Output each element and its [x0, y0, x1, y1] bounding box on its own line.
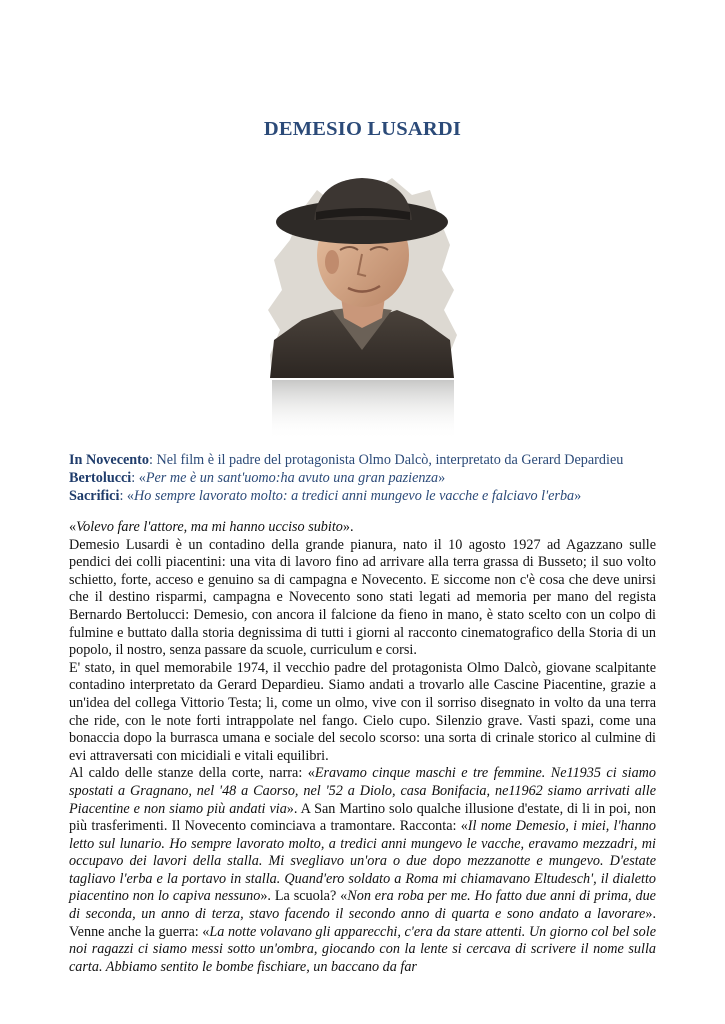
- portrait-photo: [262, 150, 462, 440]
- info-row-bertolucci: [69, 469, 669, 487]
- info-text: Ho sempre lavorato molto: a tredici anni mungevo le vacche e falciavo l'erba: [134, 488, 575, 504]
- info-row-novecento: [69, 451, 669, 469]
- info-end: »: [574, 488, 582, 504]
- info-label: Sacrifici: [69, 488, 120, 504]
- info-label: Bertolucci: [69, 470, 132, 486]
- info-block: [69, 451, 669, 505]
- text-run: ». A San Martino solo qualche illusione d'estate, di li in poi, non più trasferimenti. Il Novecento cominciava a tramontare. Racconta: «: [69, 800, 656, 835]
- info-separator: :: [149, 452, 157, 468]
- text-run: La notte volavano gli apparecchi, c'era da stare attenti. Un giorno col bel sole noi ragazzi ci siamo messi sotto un'ombra, giocando con la lente si cercava di scrivere il nome sulla carta. Abbiamo sentito le bombe fischiare, un baccano da far: [69, 923, 656, 975]
- info-row-sacrifici: [69, 487, 669, 505]
- text-run: Al caldo delle stanze della corte, narra: «: [69, 765, 315, 782]
- info-separator: : «: [131, 470, 146, 486]
- paragraph-3: [69, 765, 656, 976]
- info-text: Per me è un sant'uomo:ha avuto una gran pazienza: [145, 470, 439, 486]
- opening-quote: «Volevo fare l'attore, ma mi hanno ucciso subito».: [69, 519, 354, 535]
- text-run: Non era roba per me. Ho fatto due anni di prima, due di seconda, un anno di terza, stavo facendo il secondo anno di quarta e sono andato a lavorare: [69, 888, 656, 923]
- info-end: »: [438, 470, 446, 486]
- paragraph-2: E' stato, in quel memorabile 1974, il vecchio padre del protagonista Olmo Dalcò, giovane scalpitante contadino interpretato da Gerard Depardieu. Siamo andati a trovarlo alle Cascine Piacentine, grazie a un'idea del collega Vittorio Testa; li, come un olmo, vive con il sorriso disegnato in volto da una terra che ride, con le note forti intrappolate nel fango. Cielo cupo. Silenzio grave. Vasti spazi, come una bonaccia dopo la burrasca umana e sociale del secolo scorso: una sorta di crinale storico al culmine di evi attraversati con micidiali e vitali equilibri.: [69, 659, 656, 764]
- info-label: In Novecento: [69, 452, 149, 468]
- paragraph-1: Demesio Lusardi è un contadino della grande pianura, nato il 10 agosto 1927 ad Agazzano sulle pendici dei colli piacentini: una vita di lavoro fino ad arrivare alla terra grassa di Busseto; il suo volto schietto, forte, acceso e genuino sa di campagna e Novecento. E siccome non c'è cosa che deve unirsi che il destino risparmi, campagna e Novecento sono stati legati ad memoria per mano del regista Bernardo Bertolucci: Demesio, con ancora il falcione da fieno in mano, è stato scelto con un colpo di fulmine e buttato dalla storia degnissima di tutti i giorni al racconto cinematografico della Storia di un popolo, il nostro, senza passare da scuole, curriculum e corsi.: [69, 536, 656, 659]
- text-run: Il nome Demesio, i miei, l'hanno letto sul lunario. Ho sempre lavorato molto, a tredici anni mungevo le vacche, eravamo mezzadri, mi occupavo dei lavori della stalla. Mi svegliavo un'ora o due dopo mezzanotte e mungevo. D'estate tagliavo l'erba e la portavo in stalla. Quand'ero soldato a Roma mi chiamavano Eltudesch', il dialetto piacentino non lo capiva nessuno: [69, 818, 656, 905]
- text-run: ». La scuola? «: [260, 888, 348, 905]
- page-title: DEMESIO LUSARDI: [263, 118, 462, 140]
- article-body: [69, 519, 656, 976]
- text-run: Eravamo cinque maschi e tre femmine. Ne11935 ci siamo spostati a Gragnano, nel '48 a Caorso, nel '52 a Diolo, casa Bonifacia, ne11962 siamo arrivati alle Piacentine e non siamo più andati via: [69, 765, 657, 817]
- info-separator: : «: [119, 488, 135, 504]
- text-run: ». Venne anche la guerra: «: [69, 906, 656, 940]
- info-text: Nel film è il padre del protagonista Olmo Dalcò, interpretato da Gerard Depardieu: [156, 452, 624, 468]
